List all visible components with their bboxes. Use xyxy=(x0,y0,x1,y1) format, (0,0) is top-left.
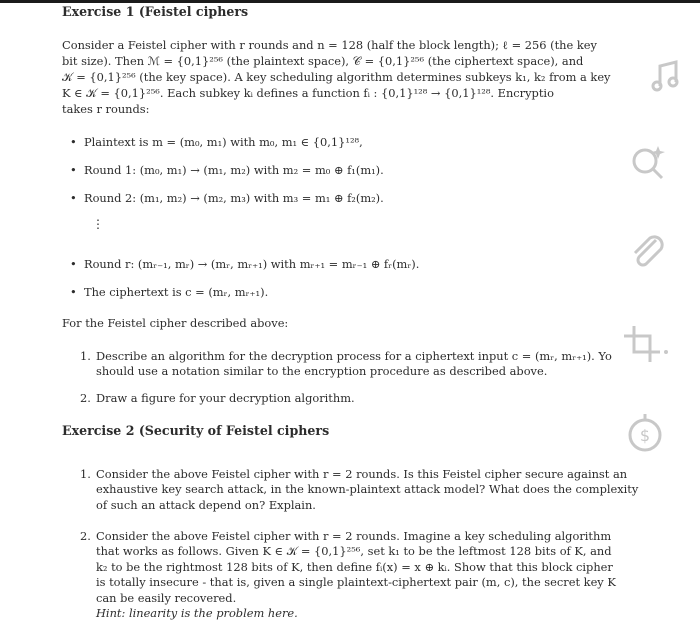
item-text xyxy=(96,529,636,621)
intro-line: K ∈ 𝒦 = {0,1}²⁵⁶. Each subkey kᵢ defines a function fᵢ : {0,1}¹²⁸ → {0,1}¹²⁸. Encryptio xyxy=(62,86,554,100)
item-text xyxy=(96,467,639,513)
item-line: should use a notation similar to the encryption procedure as described above. xyxy=(96,364,548,379)
item-number: 2. xyxy=(80,529,91,543)
item-line: can be easily recovered. xyxy=(96,590,237,605)
intro-line: bit size). Then ℳ = {0,1}²⁵⁶ (the plaintext space), 𝒞 = {0,1}²⁵⁶ (the ciphertext space), and xyxy=(62,54,584,68)
exercise1-lead: For the Feistel cipher described above: xyxy=(62,316,289,330)
item-line: Describe an algorithm for the decryption process for a ciphertext input c = (mᵣ, mᵣ₊₁). Yo xyxy=(96,349,612,363)
svg-text:$: $ xyxy=(639,426,651,445)
item-line: of such an attack depend on? Explain. xyxy=(96,497,316,512)
item-line: Consider the above Feistel cipher with r = 2 rounds. Is this Feistel cipher secure against an xyxy=(96,467,628,481)
paperclip-icon[interactable] xyxy=(626,230,670,274)
bullet-round-r: • Round r: (mᵣ₋₁, mᵣ) → (mᵣ, mᵣ₊₁) with mᵣ₊₁ = mᵣ₋₁ ⊕ fᵣ(mᵣ). xyxy=(84,257,419,272)
item-line: Consider the above Feistel cipher with r = 2 rounds. Imagine a key scheduling algorithm xyxy=(96,529,612,543)
intro-line: 𝒦 = {0,1}²⁵⁶ (the key space). A key scheduling algorithm determines subkeys k₁, k₂ from a key xyxy=(62,70,611,84)
item-number: 2. xyxy=(80,391,91,405)
vertical-dots: ⋮ xyxy=(92,217,104,231)
bullet-round-2: • Round 2: (m₁, m₂) → (m₂, m₃) with m₃ = m₁ ⊕ f₂(m₂). xyxy=(84,191,384,206)
hint-text: Hint: linearity is the problem here. xyxy=(96,606,298,621)
item-number: 1. xyxy=(80,467,91,481)
exercise2-title: Exercise 2 (Security of Feistel ciphers xyxy=(62,423,330,438)
item-line: that works as follows. Given K ∈ 𝒦 = {0,1}²⁵⁶, set k₁ to be the leftmost 128 bits of K, and xyxy=(96,544,612,559)
crop-icon[interactable] xyxy=(620,322,670,366)
item-line: is totally insecure - that is, given a single plaintext-ciphertext pair (m, c), the secret key K xyxy=(96,575,616,590)
search-sparkle-icon[interactable] xyxy=(626,140,670,184)
bullet-round-1: • Round 1: (m₀, m₁) → (m₁, m₂) with m₂ = m₀ ⊕ f₁(m₁). xyxy=(84,163,384,178)
item-text xyxy=(96,349,636,380)
intro-line: takes r rounds: xyxy=(62,102,150,116)
item-line: k₂ to be the rightmost 128 bits of K, then define fᵢ(x) = x ⊕ kᵢ. Show that this block cipher xyxy=(96,559,613,574)
top-border xyxy=(0,0,700,3)
bullet-ciphertext: • The ciphertext is c = (mᵣ, mᵣ₊₁). xyxy=(84,285,268,300)
currency-icon[interactable] xyxy=(622,410,668,456)
item-number: 1. xyxy=(80,349,91,363)
intro-line: Consider a Feistel cipher with r rounds and n = 128 (half the block length); ℓ = 256 (the key xyxy=(62,38,597,52)
exercise1-title: Exercise 1 (Feistel ciphers xyxy=(62,4,249,19)
item-text: Draw a figure for your decryption algorithm. xyxy=(96,391,355,405)
music-note-icon[interactable] xyxy=(646,56,686,96)
bullet-plaintext: • Plaintext is m = (m₀, m₁) with m₀, m₁ ∈ {0,1}¹²⁸, xyxy=(84,135,363,150)
item-line: exhaustive key search attack, in the known-plaintext attack model? What does the complexity xyxy=(96,482,639,497)
